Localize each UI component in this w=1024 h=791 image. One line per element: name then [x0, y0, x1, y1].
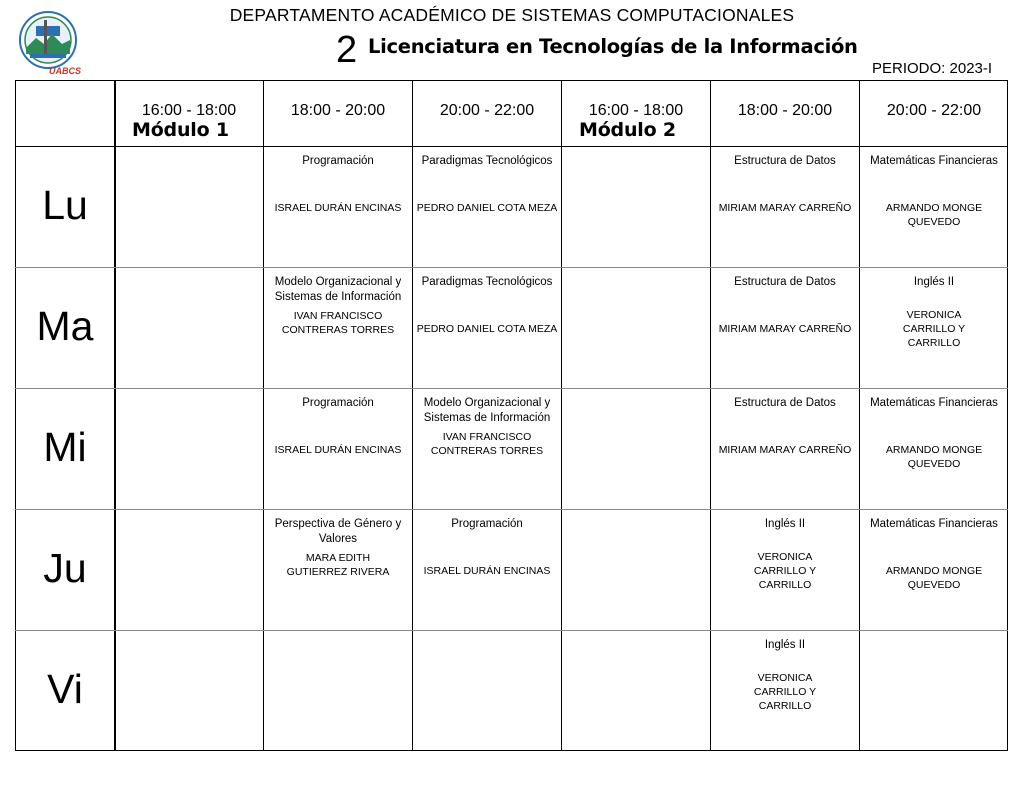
module-1-label: Módulo 1 — [132, 119, 229, 141]
teacher-name: IVAN FRANCISCO CONTRERAS TORRES — [281, 310, 395, 336]
teacher-name: MARA EDITH GUTIERREZ RIVERA — [286, 552, 390, 578]
subject-name: Matemáticas Financieras — [870, 155, 998, 167]
row-divider — [15, 267, 1008, 268]
class-cell — [413, 154, 561, 215]
subject-name: Perspectiva de Género y Valores — [274, 518, 402, 545]
schedule-table — [15, 80, 1009, 752]
teacher-name: MIRIAM MARAY CARREÑO — [718, 202, 852, 214]
class-cell — [860, 275, 1008, 350]
column-divider — [561, 80, 562, 751]
subject-name: Modelo Organizacional y Sistemas de Información — [423, 397, 551, 424]
teacher-name: PEDRO DANIEL COTA MEZA — [416, 202, 558, 214]
teacher-name: PEDRO DANIEL COTA MEZA — [416, 323, 558, 335]
class-cell — [264, 396, 412, 457]
teacher-name: ARMANDO MONGE QUEVEDO — [885, 565, 983, 591]
teacher-name: ISRAEL DURÁN ENCINAS — [423, 565, 551, 577]
subject-name: Inglés II — [764, 518, 806, 530]
row-divider — [15, 388, 1008, 389]
class-cell — [413, 396, 561, 458]
class-cell — [413, 517, 561, 578]
subject-name: Programación — [302, 155, 374, 167]
time-header: 20:00 - 22:00 — [886, 102, 982, 119]
class-cell — [711, 154, 859, 215]
header-divider — [15, 146, 1008, 147]
teacher-name: VERONICA CARRILLO Y CARRILLO — [753, 672, 817, 712]
department-title: DEPARTAMENTO ACADÉMICO DE SISTEMAS COMPUTACIONALES — [229, 5, 795, 25]
teacher-name: MIRIAM MARAY CARREÑO — [718, 444, 852, 456]
class-cell — [264, 517, 412, 579]
subject-name: Paradigmas Tecnológicos — [421, 155, 553, 167]
class-cell — [860, 154, 1008, 229]
class-cell — [711, 275, 859, 336]
logo-caption: UABCS — [49, 66, 82, 76]
subject-name: Matemáticas Financieras — [870, 397, 998, 409]
teacher-name: ARMANDO MONGE QUEVEDO — [885, 202, 983, 228]
subject-name: Estructura de Datos — [734, 397, 836, 409]
degree-title: Licenciatura en Tecnologías de la Información — [368, 35, 858, 58]
day-column-divider — [114, 80, 116, 751]
day-label-lu: Lu — [42, 182, 88, 228]
class-cell — [860, 396, 1008, 471]
class-cell — [711, 517, 859, 592]
class-cell — [264, 275, 412, 337]
subject-name: Inglés II — [913, 276, 955, 288]
subject-name: Programación — [302, 397, 374, 409]
teacher-name: VERONICA CARRILLO Y CARRILLO — [902, 309, 966, 349]
subject-name: Matemáticas Financieras — [870, 518, 998, 530]
teacher-name: ISRAEL DURÁN ENCINAS — [274, 202, 402, 214]
time-header: 18:00 - 20:00 — [290, 102, 386, 119]
day-label-mi: Mi — [43, 424, 87, 470]
subject-name: Modelo Organizacional y Sistemas de Información — [274, 276, 402, 303]
day-label-ju: Ju — [43, 545, 87, 591]
teacher-name: ISRAEL DURÁN ENCINAS — [274, 444, 402, 456]
subject-name: Paradigmas Tecnológicos — [421, 276, 553, 288]
teacher-name: VERONICA CARRILLO Y CARRILLO — [753, 551, 817, 591]
time-header: 16:00 - 18:00 — [588, 102, 684, 119]
day-label-ma: Ma — [36, 303, 94, 349]
teacher-name: MIRIAM MARAY CARREÑO — [718, 323, 852, 335]
class-cell — [711, 638, 859, 713]
subject-name: Programación — [451, 518, 523, 530]
period-label: PERIODO: 2023-I — [872, 60, 993, 77]
module-2-label: Módulo 2 — [579, 119, 676, 141]
subject-name: Estructura de Datos — [734, 276, 836, 288]
time-header: 16:00 - 18:00 — [141, 102, 237, 119]
semester-number: 2 — [336, 29, 358, 71]
subject-name: Estructura de Datos — [734, 155, 836, 167]
time-header: 18:00 - 20:00 — [737, 102, 833, 119]
teacher-name: ARMANDO MONGE QUEVEDO — [885, 444, 983, 470]
class-cell — [413, 275, 561, 336]
class-cell — [860, 517, 1008, 592]
subject-name: Inglés II — [764, 639, 806, 651]
row-divider — [15, 509, 1008, 510]
row-divider — [15, 630, 1008, 631]
class-cell — [264, 154, 412, 215]
time-header: 20:00 - 22:00 — [439, 102, 535, 119]
class-cell — [711, 396, 859, 457]
day-label-vi: Vi — [47, 666, 83, 712]
teacher-name: IVAN FRANCISCO CONTRERAS TORRES — [430, 431, 544, 457]
